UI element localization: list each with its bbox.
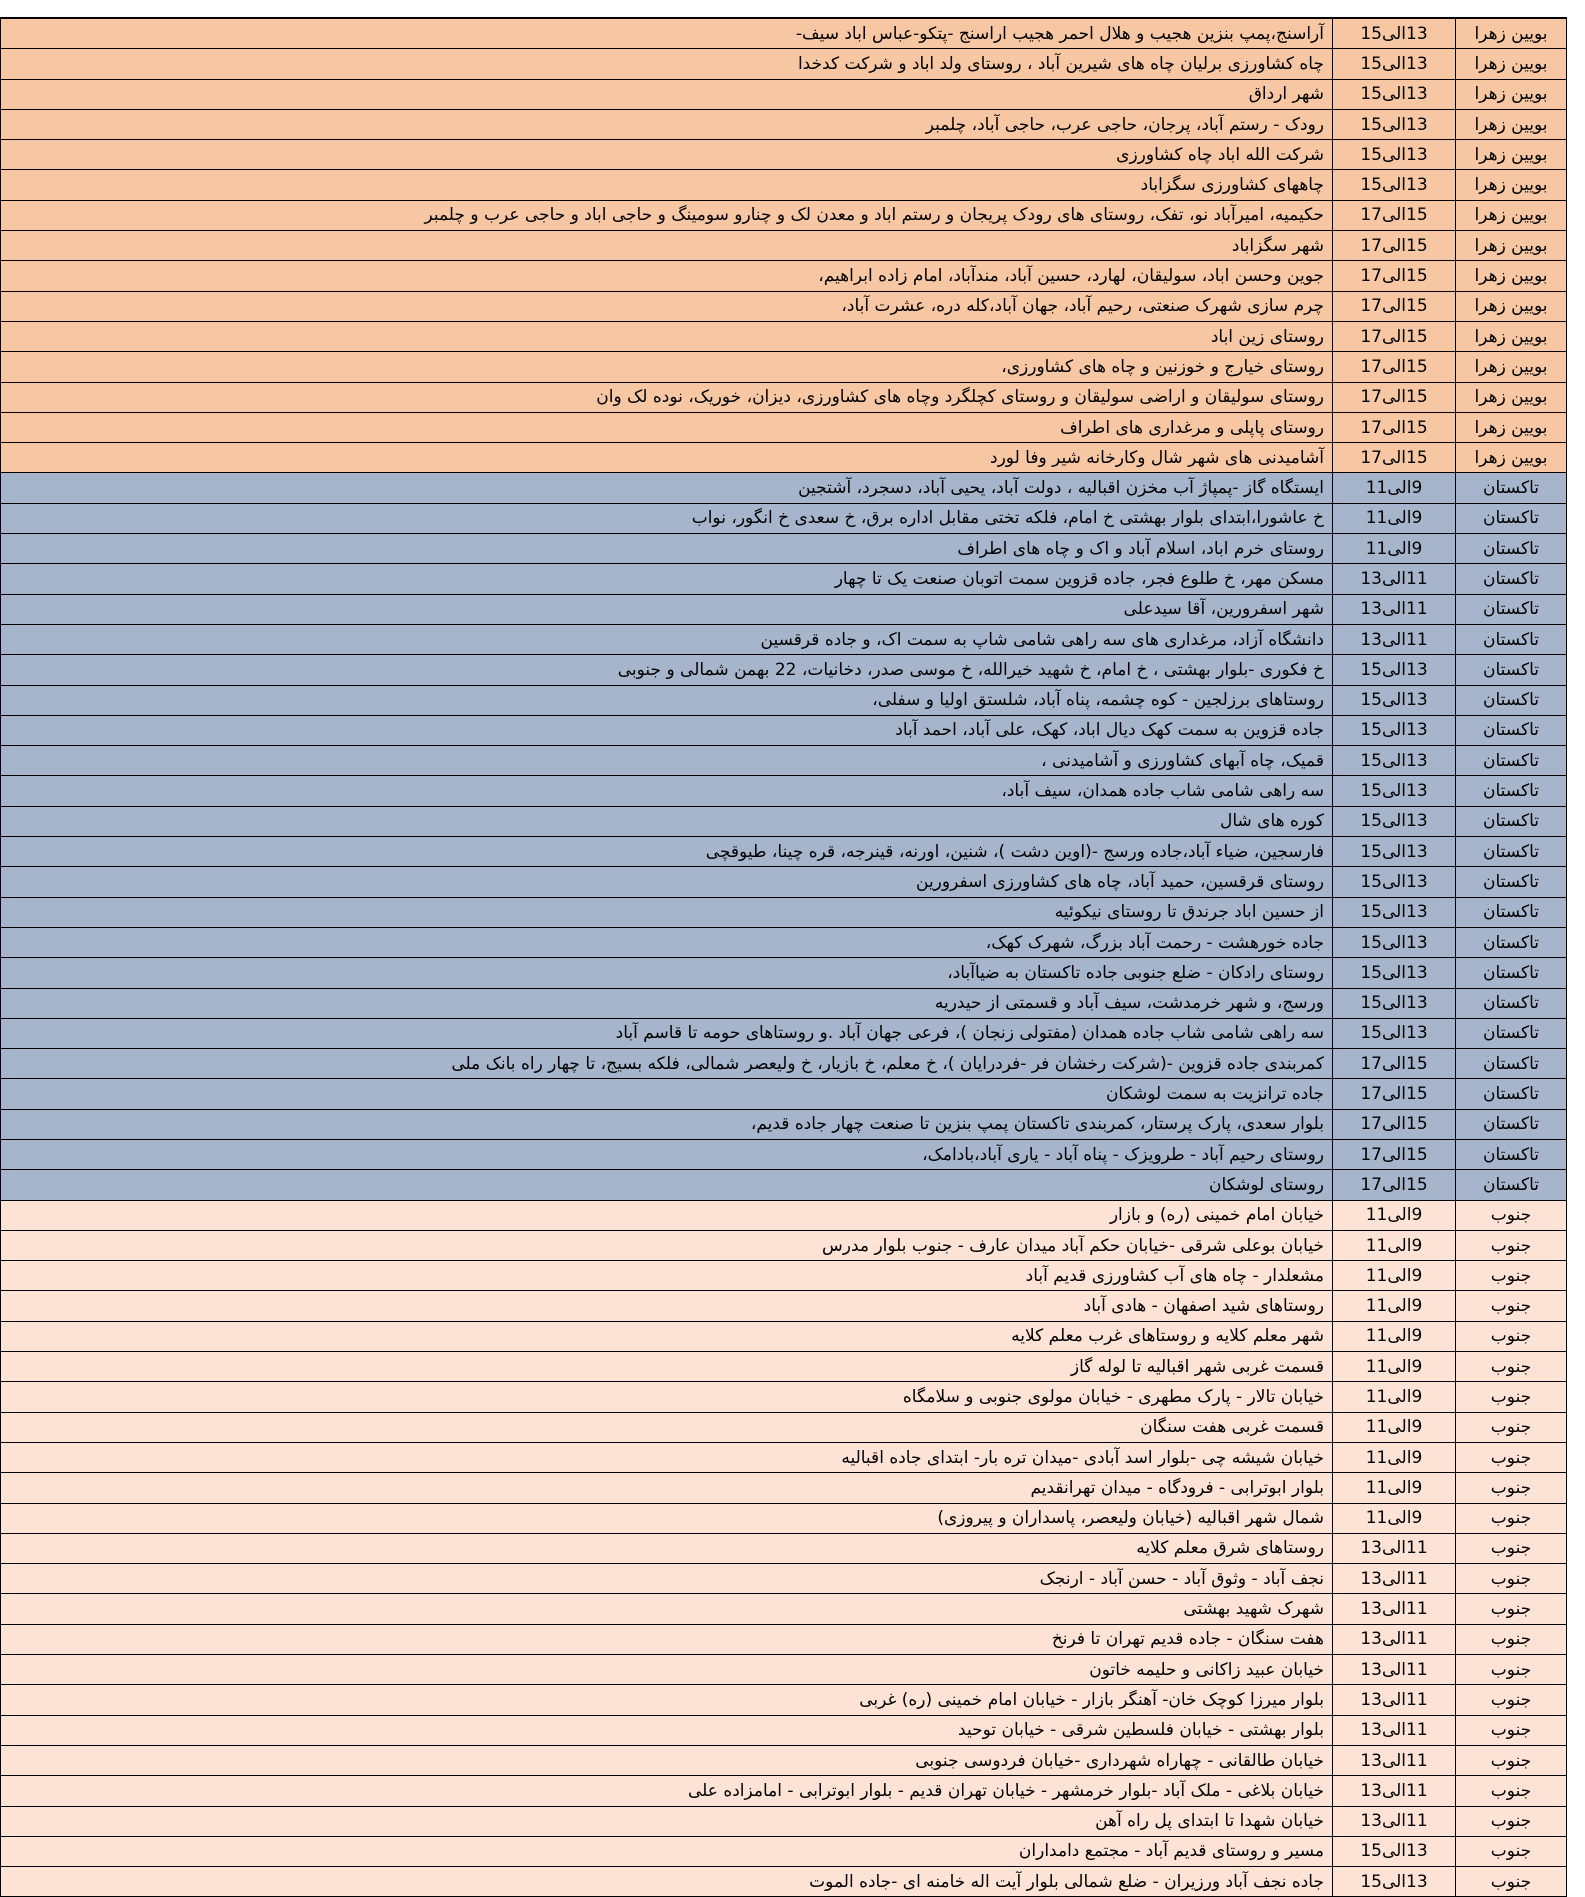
time-cell: 11الی13 — [1333, 1806, 1456, 1836]
table-row — [1, 412, 1567, 442]
table-row — [1, 473, 1567, 503]
area-cell: جنوب — [1456, 1352, 1567, 1382]
table-row — [1, 1109, 1567, 1139]
area-cell: جنوب — [1456, 1806, 1567, 1836]
table-row — [1, 291, 1567, 321]
area-cell: بویین زهرا — [1456, 291, 1567, 321]
table-row — [1, 624, 1567, 654]
table-row — [1, 1685, 1567, 1715]
time-cell: 13الی15 — [1333, 1018, 1456, 1048]
location-cell: کمربندی جاده قزوین -(شرکت رخشان فر -فردرایان )، خ معلم، خ بازیار، خ ولیعصر شمالی، فلکه بسیج، تا چهار راه بانک ملی — [1, 1049, 1333, 1079]
location-cell: جاده ترانزیت به سمت لوشکان — [1, 1079, 1333, 1109]
area-cell: جنوب — [1456, 1200, 1567, 1230]
location-cell: از حسین اباد جرندق تا روستای نیکوئیه — [1, 897, 1333, 927]
time-cell: 11الی13 — [1333, 1715, 1456, 1745]
location-cell: جاده نجف آباد ورزیران - ضلع شمالی بلوار آیت اله خامنه ای -جاده الموت — [1, 1867, 1333, 1897]
table-row — [1, 1533, 1567, 1563]
location-cell: مشعلدار - چاه های آب کشاورزی قدیم آباد — [1, 1261, 1333, 1291]
table-row — [1, 1564, 1567, 1594]
time-cell: 15الی17 — [1333, 1109, 1456, 1139]
table-row — [1, 1079, 1567, 1109]
table-row — [1, 1291, 1567, 1321]
area-cell: بویین زهرا — [1456, 170, 1567, 200]
location-cell: خیابان عبید زاکانی و حلیمه خاتون — [1, 1655, 1333, 1685]
location-cell: روستاهای شرق معلم کلایه — [1, 1533, 1333, 1563]
area-cell: بویین زهرا — [1456, 261, 1567, 291]
time-cell: 9الی11 — [1333, 1352, 1456, 1382]
location-cell: حکیمیه، امیرآباد نو، تفک، روستای های رودک پریجان و رستم اباد و معدن لک و چنارو سومینگ و حاجی اباد و حاجی عرب و چلمبر — [1, 200, 1333, 230]
table-row — [1, 927, 1567, 957]
area-cell: تاکستان — [1456, 685, 1567, 715]
location-cell: خیابان طالقانی - چهاراه شهرداری -خیابان فردوسی جنوبی — [1, 1745, 1333, 1775]
area-cell: جنوب — [1456, 1442, 1567, 1472]
location-cell: قسمت غربی هفت سنگان — [1, 1412, 1333, 1442]
table-row — [1, 1230, 1567, 1260]
time-cell: 9الی11 — [1333, 1230, 1456, 1260]
location-cell: چرم سازی شهرک صنعتی، رحیم آباد، جهان آباد،کله دره، عشرت آباد، — [1, 291, 1333, 321]
location-cell: سه راهی شامی شاب جاده همدان، سیف آباد، — [1, 776, 1333, 806]
time-cell: 13الی15 — [1333, 685, 1456, 715]
location-cell: کوره های شال — [1, 806, 1333, 836]
area-cell: تاکستان — [1456, 958, 1567, 988]
table-row — [1, 231, 1567, 261]
area-cell: تاکستان — [1456, 594, 1567, 624]
area-cell: تاکستان — [1456, 1049, 1567, 1079]
area-cell: بویین زهرا — [1456, 412, 1567, 442]
table-row — [1, 19, 1567, 49]
area-cell: بویین زهرا — [1456, 19, 1567, 49]
time-cell: 11الی13 — [1333, 1655, 1456, 1685]
time-cell: 9الی11 — [1333, 473, 1456, 503]
time-cell: 13الی15 — [1333, 1867, 1456, 1897]
location-cell: شهر ارداق — [1, 79, 1333, 109]
area-cell: بویین زهرا — [1456, 200, 1567, 230]
time-cell: 15الی17 — [1333, 1079, 1456, 1109]
time-cell: 13الی15 — [1333, 927, 1456, 957]
area-cell: تاکستان — [1456, 927, 1567, 957]
table-row — [1, 1806, 1567, 1836]
time-cell: 13الی15 — [1333, 806, 1456, 836]
time-cell: 15الی17 — [1333, 352, 1456, 382]
time-cell: 13الی15 — [1333, 19, 1456, 49]
location-cell: روستای رحیم آباد - طرویزک - پناه آباد - یاری آباد،بادامک، — [1, 1139, 1333, 1169]
table-row — [1, 685, 1567, 715]
location-cell: بلوار سعدی، پارک پرستار، کمربندی تاکستان پمپ بنزین تا صنعت چهار جاده قدیم، — [1, 1109, 1333, 1139]
table-row — [1, 594, 1567, 624]
time-cell: 9الی11 — [1333, 1412, 1456, 1442]
time-cell: 15الی17 — [1333, 1049, 1456, 1079]
location-cell: خیابان بوعلی شرقی -خیابان حکم آباد میدان عارف - جنوب بلوار مدرس — [1, 1230, 1333, 1260]
table-row — [1, 1049, 1567, 1079]
time-cell: 13الی15 — [1333, 140, 1456, 170]
table-row — [1, 958, 1567, 988]
time-cell: 15الی17 — [1333, 412, 1456, 442]
location-cell: خیابان بلاغی - ملک آباد -بلوار خرمشهر - خیابان تهران قدیم - بلوار ابوترابی - امامزاده علی — [1, 1776, 1333, 1806]
table-row — [1, 564, 1567, 594]
area-cell: تاکستان — [1456, 715, 1567, 745]
time-cell: 13الی15 — [1333, 776, 1456, 806]
location-cell: روستای قرقسین، حمید آباد، چاه های کشاورزی اسفرورین — [1, 867, 1333, 897]
location-cell: شهر اسفرورین، آقا سیدعلی — [1, 594, 1333, 624]
location-cell: مسیر و روستای قدیم آباد - مجتمع دامداران — [1, 1836, 1333, 1866]
area-cell: تاکستان — [1456, 1018, 1567, 1048]
area-cell: جنوب — [1456, 1715, 1567, 1745]
table-row — [1, 200, 1567, 230]
table-row — [1, 79, 1567, 109]
location-cell: روستای پاپلی و مرغداری های اطراف — [1, 412, 1333, 442]
location-cell: شهر معلم کلایه و روستاهای غرب معلم کلایه — [1, 1321, 1333, 1351]
time-cell: 9الی11 — [1333, 1321, 1456, 1351]
location-cell: خ عاشورا،ابتدای بلوار بهشتی خ امام، فلکه تختی مقابل اداره برق، خ سعدی خ انگور، نواب — [1, 503, 1333, 533]
table-row — [1, 1836, 1567, 1866]
time-cell: 15الی17 — [1333, 321, 1456, 351]
table-row — [1, 109, 1567, 139]
table-row — [1, 1715, 1567, 1745]
location-cell: روستای خرم اباد، اسلام آباد و اک و چاه های اطراف — [1, 534, 1333, 564]
area-cell: بویین زهرا — [1456, 382, 1567, 412]
time-cell: 15الی17 — [1333, 231, 1456, 261]
time-cell: 11الی13 — [1333, 1594, 1456, 1624]
table-row — [1, 715, 1567, 745]
table-row — [1, 49, 1567, 79]
area-cell: جنوب — [1456, 1533, 1567, 1563]
location-cell: چاههای کشاورزی سگزاباد — [1, 170, 1333, 200]
area-cell: جنوب — [1456, 1867, 1567, 1897]
area-cell: تاکستان — [1456, 503, 1567, 533]
area-cell: جنوب — [1456, 1685, 1567, 1715]
time-cell: 15الی17 — [1333, 261, 1456, 291]
area-cell: جنوب — [1456, 1473, 1567, 1503]
area-cell: تاکستان — [1456, 1170, 1567, 1200]
area-cell: بویین زهرا — [1456, 321, 1567, 351]
table-row — [1, 867, 1567, 897]
location-cell: خیابان شهدا تا ابتدای پل راه آهن — [1, 1806, 1333, 1836]
location-cell: روستای رادکان - ضلع جنوبی جاده تاکستان به ضیاآباد، — [1, 958, 1333, 988]
area-cell: تاکستان — [1456, 1079, 1567, 1109]
location-cell: آشامیدنی های شهر شال وکارخانه شیر وفا لورد — [1, 443, 1333, 473]
table-row — [1, 1412, 1567, 1442]
table-row — [1, 170, 1567, 200]
table-row — [1, 806, 1567, 836]
area-cell: جنوب — [1456, 1776, 1567, 1806]
time-cell: 11الی13 — [1333, 594, 1456, 624]
table-row — [1, 655, 1567, 685]
area-cell: جنوب — [1456, 1382, 1567, 1412]
location-cell: شمال شهر اقبالیه (خیابان ولیعصر، پاسداران و پیروزی) — [1, 1503, 1333, 1533]
location-cell: مسکن مهر، خ طلوع فجر، جاده قزوین سمت اتوبان صنعت یک تا چهار — [1, 564, 1333, 594]
location-cell: آراسنج،پمپ بنزین هجیب و هلال احمر هجیب اراسنج -پتکو-عباس اباد سیف- — [1, 19, 1333, 49]
location-cell: جاده خورهشت - رحمت آباد بزرگ، شهرک کهک، — [1, 927, 1333, 957]
location-cell: روستای لوشکان — [1, 1170, 1333, 1200]
location-cell: روستای خیارج و خوزنین و چاه های کشاورزی، — [1, 352, 1333, 382]
location-cell: ورسج، و شهر خرمدشت، سیف آباد و قسمتی از حیدریه — [1, 988, 1333, 1018]
time-cell: 13الی15 — [1333, 49, 1456, 79]
time-cell: 11الی13 — [1333, 1533, 1456, 1563]
location-cell: خیابان امام خمینی (ره) و بازار — [1, 1200, 1333, 1230]
location-cell: روستای زین اباد — [1, 321, 1333, 351]
table-row — [1, 1170, 1567, 1200]
location-cell: خیابان شیشه چی -بلوار اسد آبادی -میدان تره بار- ابتدای جاده اقبالیه — [1, 1442, 1333, 1472]
location-cell: شهر سگزاباد — [1, 231, 1333, 261]
area-cell: جنوب — [1456, 1230, 1567, 1260]
area-cell: بویین زهرا — [1456, 79, 1567, 109]
time-cell: 11الی13 — [1333, 1776, 1456, 1806]
area-cell: بویین زهرا — [1456, 49, 1567, 79]
area-cell: جنوب — [1456, 1261, 1567, 1291]
area-cell: بویین زهرا — [1456, 140, 1567, 170]
time-cell: 11الی13 — [1333, 564, 1456, 594]
area-cell: تاکستان — [1456, 867, 1567, 897]
time-cell: 13الی15 — [1333, 1836, 1456, 1866]
table-row — [1, 1655, 1567, 1685]
area-cell: جنوب — [1456, 1291, 1567, 1321]
area-cell: جنوب — [1456, 1655, 1567, 1685]
time-cell: 13الی15 — [1333, 715, 1456, 745]
table-row — [1, 897, 1567, 927]
area-cell: تاکستان — [1456, 988, 1567, 1018]
location-cell: قسمت غربی شهر اقبالیه تا لوله گاز — [1, 1352, 1333, 1382]
area-cell: تاکستان — [1456, 837, 1567, 867]
area-cell: تاکستان — [1456, 776, 1567, 806]
area-cell: جنوب — [1456, 1836, 1567, 1866]
location-cell: خ فکوری -بلوار بهشتی ، خ امام، خ شهید خیرالله، خ موسی صدر، دخانیات، 22 بهمن شمالی و جنوبی — [1, 655, 1333, 685]
location-cell: شهرک شهید بهشتی — [1, 1594, 1333, 1624]
location-cell: بلوار ابوترابی - فرودگاه - میدان تهرانقدیم — [1, 1473, 1333, 1503]
area-cell: بویین زهرا — [1456, 109, 1567, 139]
time-cell: 15الی17 — [1333, 1139, 1456, 1169]
location-cell: ایستگاه گاز -پمپاژ آب مخزن اقبالیه ، دولت آباد، یحیی آباد، دسجرد، آشتجین — [1, 473, 1333, 503]
time-cell: 9الی11 — [1333, 1442, 1456, 1472]
time-cell: 11الی13 — [1333, 624, 1456, 654]
table-row — [1, 1442, 1567, 1472]
area-cell: تاکستان — [1456, 473, 1567, 503]
location-cell: بلوار بهشتی - خیابان فلسطین شرقی - خیابان توحید — [1, 1715, 1333, 1745]
location-cell: هفت سنگان - جاده قدیم تهران تا فرنخ — [1, 1624, 1333, 1654]
location-cell: رودک - رستم آباد، پرجان، حاجی عرب، حاجی آباد، چلمبر — [1, 109, 1333, 139]
area-cell: تاکستان — [1456, 534, 1567, 564]
table-row — [1, 321, 1567, 351]
location-cell: جوین وحسن اباد، سولیقان، لهارد، حسین آباد، مندآباد، امام زاده ابراهیم، — [1, 261, 1333, 291]
time-cell: 11الی13 — [1333, 1564, 1456, 1594]
location-cell: قمیک، چاه آبهای کشاورزی و آشامیدنی ، — [1, 746, 1333, 776]
time-cell: 13الی15 — [1333, 170, 1456, 200]
time-cell: 13الی15 — [1333, 109, 1456, 139]
table-row — [1, 140, 1567, 170]
table-row — [1, 503, 1567, 533]
table-row — [1, 352, 1567, 382]
location-cell: روستای سولیقان و اراضی سولیقان و روستای کچلگرد وچاه های کشاورزی، دیزان، خوریک، نوده لک وان — [1, 382, 1333, 412]
time-cell: 13الی15 — [1333, 79, 1456, 109]
area-cell: بویین زهرا — [1456, 352, 1567, 382]
time-cell: 13الی15 — [1333, 655, 1456, 685]
location-cell: فارسجین، ضیاء آباد،جاده ورسج -(اوین دشت )، شنین، اورنه، قینرجه، قره چینا، طیوقچی — [1, 837, 1333, 867]
location-cell: چاه کشاورزی برلیان چاه های شیرین آباد ، روستای ولد اباد و شرکت کدخدا — [1, 49, 1333, 79]
area-cell: جنوب — [1456, 1503, 1567, 1533]
table-row — [1, 443, 1567, 473]
time-cell: 13الی15 — [1333, 958, 1456, 988]
area-cell: بویین زهرا — [1456, 231, 1567, 261]
time-cell: 13الی15 — [1333, 867, 1456, 897]
area-cell: تاکستان — [1456, 806, 1567, 836]
area-cell: تاکستان — [1456, 1139, 1567, 1169]
time-cell: 11الی13 — [1333, 1685, 1456, 1715]
time-cell: 9الی11 — [1333, 1291, 1456, 1321]
table-row — [1, 261, 1567, 291]
area-cell: جنوب — [1456, 1624, 1567, 1654]
time-cell: 9الی11 — [1333, 1200, 1456, 1230]
area-cell: تاکستان — [1456, 655, 1567, 685]
time-cell: 15الی17 — [1333, 200, 1456, 230]
location-cell: دانشگاه آزاد، مرغداری های سه راهی شامی شاپ به سمت اک، و جاده قرقسین — [1, 624, 1333, 654]
table-row — [1, 1018, 1567, 1048]
area-cell: جنوب — [1456, 1594, 1567, 1624]
time-cell: 9الی11 — [1333, 1473, 1456, 1503]
table-row — [1, 776, 1567, 806]
location-cell: روستاهای شید اصفهان - هادی آباد — [1, 1291, 1333, 1321]
area-cell: بویین زهرا — [1456, 443, 1567, 473]
time-cell: 9الی11 — [1333, 1382, 1456, 1412]
table-row — [1, 1382, 1567, 1412]
table-body — [1, 19, 1567, 1897]
table-row — [1, 1624, 1567, 1654]
table-row — [1, 534, 1567, 564]
table-row — [1, 1867, 1567, 1897]
area-cell: تاکستان — [1456, 746, 1567, 776]
table-row — [1, 1139, 1567, 1169]
location-cell: جاده قزوین به سمت کهک دیال اباد، کهک، علی آباد، احمد آباد — [1, 715, 1333, 745]
area-cell: تاکستان — [1456, 624, 1567, 654]
location-cell: نجف آباد - وثوق آباد - حسن آباد - ارنجک — [1, 1564, 1333, 1594]
table-row — [1, 837, 1567, 867]
time-cell: 9الی11 — [1333, 1261, 1456, 1291]
area-cell: جنوب — [1456, 1745, 1567, 1775]
table-row — [1, 1200, 1567, 1230]
time-cell: 13الی15 — [1333, 746, 1456, 776]
table-row — [1, 1473, 1567, 1503]
outage-schedule-table — [0, 18, 1567, 1897]
time-cell: 15الی17 — [1333, 382, 1456, 412]
table-row — [1, 1594, 1567, 1624]
table-row — [1, 1503, 1567, 1533]
time-cell: 9الی11 — [1333, 503, 1456, 533]
time-cell: 11الی13 — [1333, 1745, 1456, 1775]
time-cell: 13الی15 — [1333, 988, 1456, 1018]
table-row — [1, 1321, 1567, 1351]
location-cell: روستاهای برزلجین - کوه چشمه، پناه آباد، شلستق اولیا و سفلی، — [1, 685, 1333, 715]
area-cell: جنوب — [1456, 1412, 1567, 1442]
table-row — [1, 988, 1567, 1018]
time-cell: 11الی13 — [1333, 1624, 1456, 1654]
time-cell: 9الی11 — [1333, 534, 1456, 564]
location-cell: خیابان تالار - پارک مطهری - خیابان مولوی جنوبی و سلامگاه — [1, 1382, 1333, 1412]
table-row — [1, 1776, 1567, 1806]
time-cell: 13الی15 — [1333, 837, 1456, 867]
area-cell: جنوب — [1456, 1564, 1567, 1594]
area-cell: تاکستان — [1456, 1109, 1567, 1139]
table-row — [1, 746, 1567, 776]
area-cell: تاکستان — [1456, 897, 1567, 927]
location-cell: شرکت الله اباد چاه کشاورزی — [1, 140, 1333, 170]
time-cell: 9الی11 — [1333, 1503, 1456, 1533]
table-row — [1, 382, 1567, 412]
time-cell: 13الی15 — [1333, 897, 1456, 927]
time-cell: 15الی17 — [1333, 443, 1456, 473]
location-cell: بلوار میرزا کوچک خان- آهنگر بازار - خیابان امام خمینی (ره) غربی — [1, 1685, 1333, 1715]
area-cell: تاکستان — [1456, 564, 1567, 594]
time-cell: 15الی17 — [1333, 1170, 1456, 1200]
location-cell: سه راهی شامی شاب جاده همدان (مفتولی زنجان )، فرعی جهان آباد .و روستاهای حومه تا قاسم آباد — [1, 1018, 1333, 1048]
table-row — [1, 1261, 1567, 1291]
time-cell: 15الی17 — [1333, 291, 1456, 321]
table-row — [1, 1352, 1567, 1382]
area-cell: جنوب — [1456, 1321, 1567, 1351]
table-row — [1, 1745, 1567, 1775]
